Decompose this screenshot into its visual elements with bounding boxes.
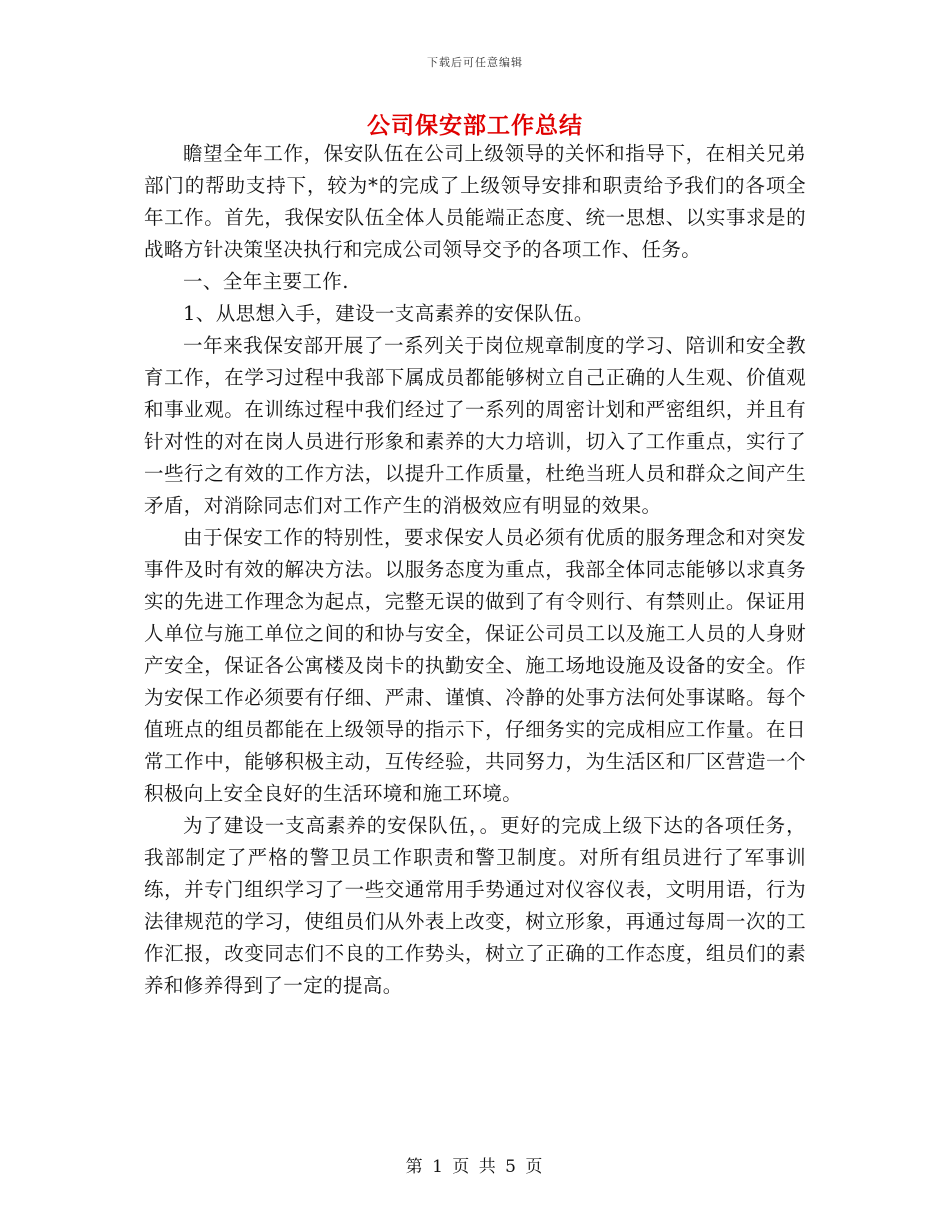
page-footer: 第 1 页 共 5 页 <box>405 1157 545 1177</box>
paragraph-training: 一年来我保安部开展了一系列关于岗位规章制度的学习、陪训和安全教育工作，在学习过程中我部下属成员都能够树立自己正确的人生观、价值观和事业观。在训练过程中我们经过了一系列的周密计划和严密组织，并且有针对性的对在岗人员进行形象和素养的大力培训，切入了工作重点，实行了一些行之有效的工作方法，以提升工作质量，杜绝当班人员和群众之间产生矛盾，对消除同志们对工作产生的消极效应有明显的效果。 <box>144 334 806 517</box>
document-title: 公司保安部工作总结 <box>367 112 583 139</box>
paragraph-service: 由于保安工作的特别性，要求保安人员必须有优质的服务理念和对突发事件及时有效的解决方法。以服务态度为重点，我部全体同志能够以求真务实的先进工作理念为起点，完整无误的做到了有令则行、有禁则止。保证用人单位与施工单位之间的和协与安全，保证公司员工以及施工人员的人身财产安全，保证各公寓楼及岗卡的执勤安全、施工场地设施及设备的安全。作为安保工作必须要有仔细、严肃、谨慎、冷静的处事方法何处事谋略。每个值班点的组员都能在上级领导的指示下，仔细务实的完成相应工作量。在日常工作中，能够积极主动，互传经验，共同努力，为生活区和厂区营造一个积极向上安全良好的生活环境和施工环境。 <box>144 526 806 805</box>
subsection-heading-1-1: 1、从思想入手，建设一支高素养的安保队伍。 <box>183 302 594 325</box>
paragraph-intro: 瞻望全年工作，保安队伍在公司上级领导的关怀和指导下，在相关兄弟部门的帮助支持下，较为*的完成了上级领导安排和职责给予我们的各项全年工作。首先，我保安队伍全体人员能端正态度、统一思想、以实事求是的战略方针决策坚决执行和完成公司领导交予的各项工作、任务。 <box>144 142 806 261</box>
paragraph-discipline: 为了建设一支高素养的安保队伍，。更好的完成上级下达的各项任务，我部制定了严格的警卫员工作职责和警卫制度。对所有组员进行了军事训练，并专门组织学习了一些交通常用手势通过对仪容仪表，文明用语，行为法律规范的学习，使组员们从外表上改变，树立形象，再通过每周一次的工作汇报，改变同志们不良的工作势头，树立了正确的工作态度，组员们的素养和修养得到了一定的提高。 <box>144 814 806 997</box>
section-heading-1: 一、全年主要工作. <box>183 270 349 293</box>
document-body <box>144 138 806 1002</box>
header-note: 下载后可任意编辑 <box>427 56 523 69</box>
